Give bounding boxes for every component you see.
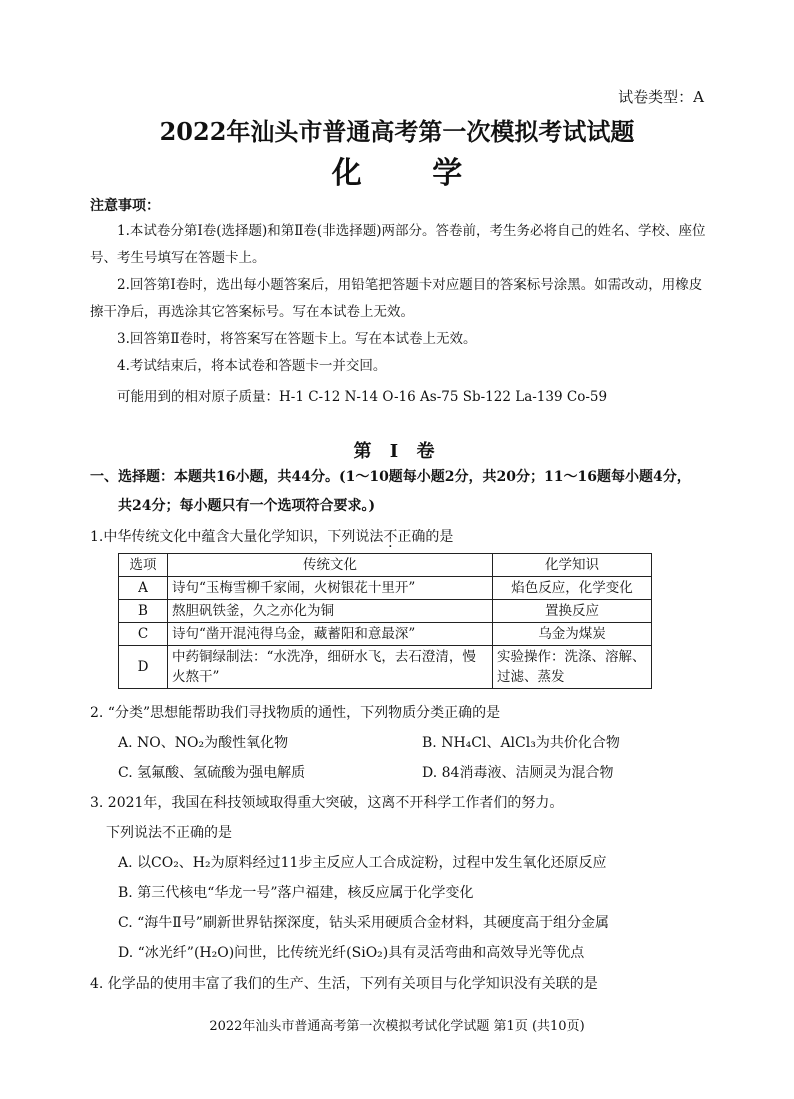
question-2-option-b: B. NH₄Cl、AlCl₃为共价化合物 bbox=[422, 735, 620, 751]
subject-title: 化 学 bbox=[331, 156, 493, 191]
question-3-stem-line-1: 3. 2021年，我国在科技领域取得重大突破，这离不开科学工作者们的努力。 bbox=[90, 795, 564, 811]
table-row bbox=[119, 623, 652, 646]
question-3-option-b: B. 第三代核电“华龙一号”落户福建，核反应属于化学变化 bbox=[118, 885, 474, 901]
question-1-stem-part-b: 正确的是 bbox=[397, 529, 454, 545]
atomic-masses: 可能用到的相对原子质量：H-1 C-12 N-14 O-16 As-75 Sb-122 La-139 Co-59 bbox=[117, 389, 608, 405]
table-header-row bbox=[119, 554, 652, 577]
question-2-option-c: C. 氢氟酸、氢硫酸为强电解质 bbox=[118, 765, 306, 781]
table-cell-chemistry: 乌金为煤炭 bbox=[493, 623, 652, 646]
page-footer: 2022年汕头市普通高考第一次模拟考试化学试题 第1页 (共10页) bbox=[209, 1019, 585, 1034]
question-2-option-a: A. NO、NO₂为酸性氧化物 bbox=[118, 735, 289, 751]
question-2-option-d: D. 84消毒液、洁厕灵为混合物 bbox=[422, 765, 614, 781]
note-item-2: 2.回答第Ⅰ卷时，选出每小题答案后，用铅笔把答题卡对应题目的答案标号涂黑。如需改动，用橡皮擦干净后，再选涂其它答案标号。写在本试卷上无效。 bbox=[90, 277, 703, 320]
table-cell-culture: 熬胆矾铁釜，久之亦化为铜 bbox=[168, 600, 493, 623]
note-item-4: 4.考试结束后，将本试卷和答题卡一并交回。 bbox=[117, 358, 387, 374]
note-item-3: 3.回答第Ⅱ卷时，将答案写在答题卡上。写在本试卷上无效。 bbox=[117, 331, 477, 347]
table-cell-culture: 中药铜绿制法：“水洗净，细研水飞，去石澄清，慢火熬干” bbox=[168, 646, 493, 689]
choice-heading-line-2: 共24分；每小题只有一个选项符合要求。) bbox=[118, 498, 376, 514]
question-1-stem-part-a: 1.中华传统文化中蕴含大量化学知识，下列说法 bbox=[90, 529, 384, 545]
choice-heading-line-1: 一、选择题：本题共16小题，共44分。(1～10题每小题2分，共20分；11～16题每小题4分， bbox=[90, 469, 691, 485]
question-3-option-d: D. “冰光纤”(H₂O)问世，比传统光纤(SiO₂)具有灵活弯曲和高效导光等优点 bbox=[118, 945, 585, 961]
question-3-stem-line-2: 下列说法不正确的是 bbox=[106, 825, 232, 841]
question-1-table bbox=[118, 553, 652, 689]
paper-type-label: 试卷类型：A bbox=[618, 88, 704, 106]
table-header-culture: 传统文化 bbox=[168, 554, 493, 577]
question-2-stem: 2. “分类”思想能帮助我们寻找物质的通性，下列物质分类正确的是 bbox=[90, 705, 501, 721]
table-cell-option: A bbox=[119, 577, 168, 600]
question-3-option-c: C. “海牛Ⅱ号”刷新世界钻探深度，钻头采用硬质合金材料，其硬度高于组分金属 bbox=[118, 915, 609, 931]
table-row bbox=[119, 600, 652, 623]
table-header-chemistry: 化学知识 bbox=[493, 554, 652, 577]
table-cell-option: D bbox=[119, 646, 168, 689]
table-cell-culture: 诗句“玉梅雪柳千家闹，火树银花十里开” bbox=[168, 577, 493, 600]
table-row bbox=[119, 646, 652, 689]
question-1-stem bbox=[90, 526, 730, 546]
table-cell-option: C bbox=[119, 623, 168, 646]
table-row bbox=[119, 577, 652, 600]
table-cell-chemistry: 实验操作：洗涤、溶解、过滤、蒸发 bbox=[493, 646, 652, 689]
table-cell-chemistry: 焰色反应，化学变化 bbox=[493, 577, 652, 600]
question-1-emphasis-not: 不 bbox=[383, 529, 398, 545]
note-item-1: 1.本试卷分第Ⅰ卷(选择题)和第Ⅱ卷(非选择题)两部分。答卷前，考生务必将自己的姓名、学校、座位号、考生号填写在答题卡上。 bbox=[90, 223, 706, 266]
exam-title: 2022年汕头市普通高考第一次模拟考试试题 bbox=[159, 117, 635, 146]
table-header-option: 选项 bbox=[119, 554, 168, 577]
table-cell-chemistry: 置换反应 bbox=[493, 600, 652, 623]
table-cell-culture: 诗句“凿开混沌得乌金，藏蓄阳和意最深” bbox=[168, 623, 493, 646]
section-title: 第 Ⅰ 卷 bbox=[353, 441, 441, 462]
question-3-option-a: A. 以CO₂、H₂为原料经过11步主反应人工合成淀粉，过程中发生氧化还原反应 bbox=[118, 855, 607, 871]
notes-heading: 注意事项： bbox=[90, 198, 160, 214]
question-4-stem: 4. 化学品的使用丰富了我们的生产、生活，下列有关项目与化学知识没有关联的是 bbox=[90, 976, 598, 992]
table-cell-option: B bbox=[119, 600, 168, 623]
